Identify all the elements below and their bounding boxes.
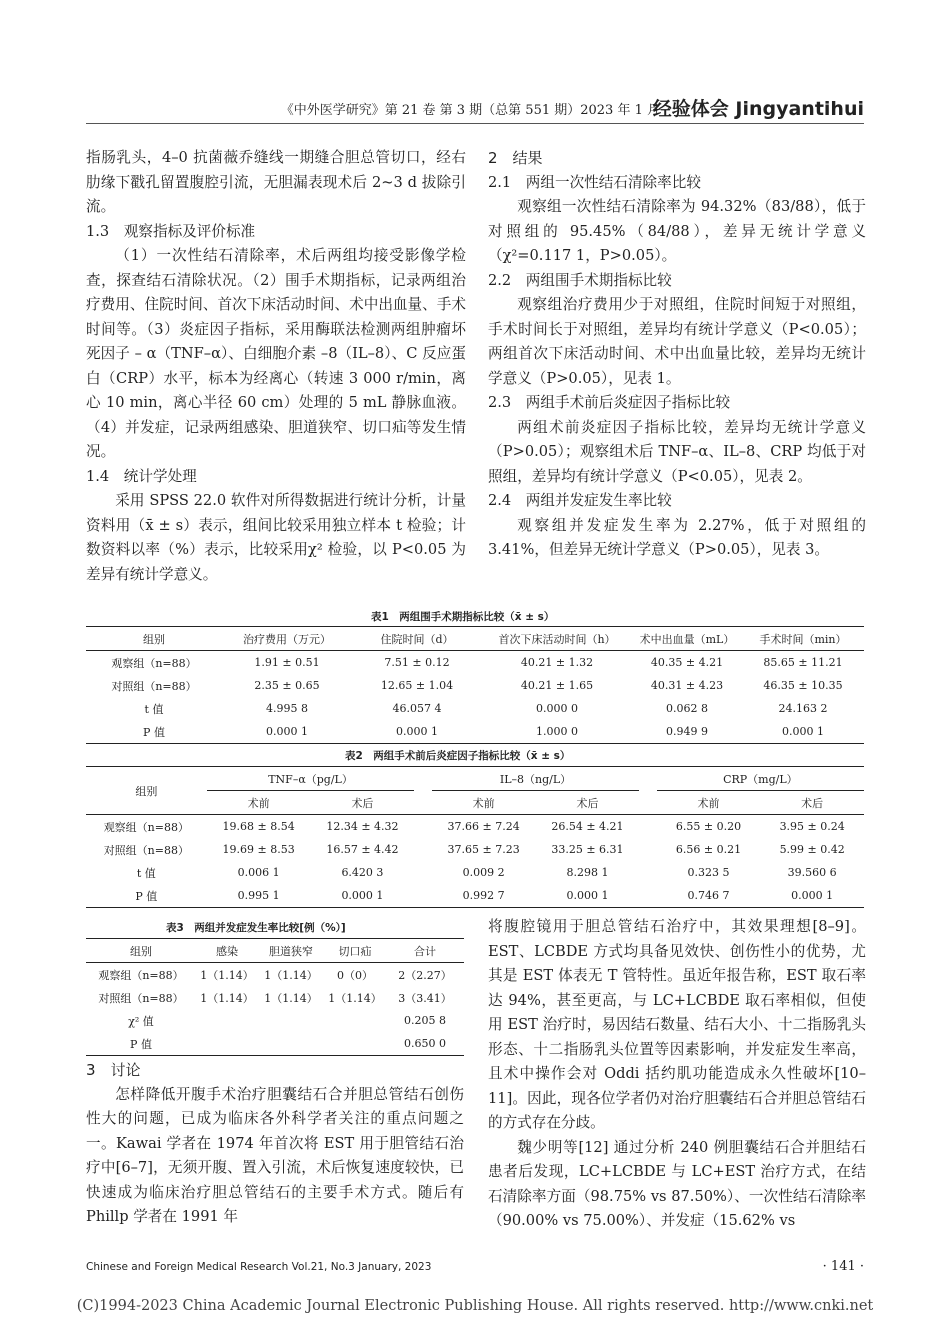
table-cell: 对照组（n=88） [103,843,189,857]
table-row [86,697,864,720]
table-cell: 1.000 0 [536,725,578,738]
header-rule [86,123,864,124]
table-header: 术前 [247,796,270,810]
table-header: 手术时间（min） [759,632,847,646]
table-cell: 5.99 ± 0.42 [779,843,845,856]
table-cell: 37.66 ± 7.24 [447,820,520,833]
table-cell: 37.65 ± 7.23 [447,843,520,856]
table-cell: 40.21 ± 1.65 [520,679,594,692]
table-row [86,815,864,839]
table3-title: 表3 两组并发症发生率比较[例（%）] [166,922,346,934]
table-cell: 24.163 2 [778,702,828,715]
table-cell: 0.746 7 [687,889,730,902]
table-row [86,963,464,987]
paragraph: （1）一次性结石清除率，术后两组均接受影像学检查，探查结石清除状况。（2）围手术期指标，记录两组治疗费用、住院时间、首次下床活动时间、术中出血量、手术时间等。（3）炎症因子指标，采用酶联法检测两组肿瘤坏死因子 – α（TNF–α）、白细胞介素 –8（IL–8）、C 反应蛋白（CRP）水平，标本为经离心（转速 3 000 r/min，离心 10 min，离心半径 60 cm）处理的 5 mL 静脉血液。（4）并发症，记录两组感染、胆道狭窄、切口疝等发生情况。 [86,247,466,460]
table-cell: 40.21 ± 1.32 [520,656,594,669]
table-header: 切口疝 [338,944,372,958]
table-cell: 3.95 ± 0.24 [779,820,845,833]
table-cell: 2（2.27） [398,968,452,982]
table-cell: 40.35 ± 4.21 [650,656,724,669]
table-cell: 85.65 ± 11.21 [763,656,843,669]
table1 [86,626,864,744]
paragraph: 将腹腔镜用于胆总管结石治疗中，其效果理想[8–9]。EST、LCBDE 方式均具备见效快、创伤性小的优势，尤其是 EST 体表无 T 管特性。虽近年报告称，EST 取石率达 94%，甚至更高，与 LC+LCBDE 取石率相似，但使用 EST 治疗时，易因结石数量、结石大小、十二指肠乳头形态、十二指肠乳头位置等因素影响，并发症发生率高，且术中操作会对 Oddi 括约肌功能造成永久性破坏[10–11]。因此，现各位学者仍对治疗胆囊结石合并胆总管结石的方式存在分歧。 [488,918,866,1131]
table-cell: 对照组（n=88） [98,991,184,1005]
table-header: 住院时间（d） [380,632,454,646]
paragraph: 采用 SPSS 22.0 软件对所得数据进行统计分析，计量资料用（x̄ ± s）表示，组间比较采用独立样本 t 检验；计数资料以率（%）表示，比较采用χ² 检验，以 P<0.05 为差异有统计学意义。 [86,492,466,583]
table2-title: 表2 两组手术前后炎症因子指标比较（x̄ ± s） [345,750,571,762]
table-header: 组别 [143,632,165,646]
table-header-row [86,767,864,791]
table-cell: 0.323 5 [687,866,730,879]
left-column [86,146,466,587]
paragraph: 怎样降低开腹手术治疗胆囊结石合并胆总管结石创伤性大的问题，已成为临床各外科学者关注的重点问题之一。Kawai 学者在 1974 年首次将 EST 用于胆管结石治疗中[6–7]，无须开腹、置入引流，术后恢复速度较快，已快速成为临床治疗胆总管结石的主要手术方式。随后有 Phillp 学者在 1991 年 [86,1085,464,1225]
table-cell: 0.000 1 [782,725,824,738]
table-header: 术后 [801,796,824,810]
table-cell: 观察组（n=88） [103,820,189,834]
table-cell: 40.31 ± 4.23 [650,679,724,692]
table-row [86,884,864,908]
section-heading: 3 讨论 [86,1061,141,1079]
table-cell: 0.992 7 [462,889,505,902]
discussion-right [488,915,866,1234]
table-header: 治疗费用（万元） [243,632,331,646]
table-cell: 1（1.14） [264,991,318,1005]
table1-title: 表1 两组围手术期指标比较（x̄ ± s） [371,611,555,623]
table-cell: 1（1.14） [264,968,318,982]
table-cell: 12.34 ± 4.32 [326,820,399,833]
table3 [86,938,464,1056]
table-cell: t 值 [144,702,164,716]
section-heading: 1.4 统计学处理 [86,467,197,485]
discussion-left [86,1058,464,1230]
paragraph: 两组术前炎症因子指标比较，差异均无统计学意义（P>0.05）；观察组术后 TNF–α、IL–8、CRP 均低于对照组，差异均有统计学意义（P<0.05），见表 2。 [488,418,866,485]
table-row [86,861,864,884]
section-heading: 2.1 两组一次性结石清除率比较 [488,173,701,191]
table-cell: 2.35 ± 0.65 [254,679,320,692]
right-column [488,146,866,563]
table-cell: 19.68 ± 8.54 [222,820,295,833]
table-header: CRP（mg/L） [657,767,864,791]
table-row [86,1009,464,1032]
section-heading: 2 结果 [488,149,543,167]
table-row [86,720,864,744]
paragraph: 魏少明等[12] 通过分析 240 例胆囊结石合并胆结石患者后发现，LC+LCBDE 与 LC+EST 治疗方式，在结石清除率方面（98.75% vs 87.50%）、一次性结石清除率（90.00% vs 75.00%）、并发症（15.62% vs [488,1138,866,1229]
table-cell: 46.35 ± 10.35 [763,679,843,692]
table-cell: 12.65 ± 1.04 [380,679,454,692]
table-header: 胆道狭窄 [269,944,313,958]
section-heading: 2.2 两组围手术期指标比较 [488,271,672,289]
table-cell: 观察组（n=88） [98,968,184,982]
table-cell: 33.25 ± 6.31 [551,843,624,856]
table-cell: 19.69 ± 8.53 [222,843,295,856]
table-cell: 0.000 1 [791,889,834,902]
table-cell: 6.56 ± 0.21 [675,843,742,856]
table-cell: P 值 [143,725,165,739]
table-cell: 观察组（n=88） [111,656,197,670]
section-heading: 1.3 观察指标及评价标准 [86,222,256,240]
table-row [86,986,464,1009]
table-header: 术中出血量（mL） [639,632,735,646]
table-cell: 1（1.14） [328,991,382,1005]
section-heading: 2.4 两组并发症发生率比较 [488,492,672,509]
table-header-row [86,939,464,963]
paragraph: 指肠乳头，4–0 抗菌薇乔缝线一期缝合胆总管切口，经右肋缘下戳孔留置腹腔引流，无胆漏表现术后 2~3 d 拔除引流。 [86,149,466,215]
table-cell: 0.009 2 [462,866,505,879]
table-cell: 1.91 ± 0.51 [254,656,320,669]
copyright-watermark: (C)1994-2023 China Academic Journal Electronic Publishing House. All rights reserved. http://www.cnki.net [76,1298,874,1314]
table-cell: P 值 [130,1037,152,1051]
table-cell: 3（3.41） [398,991,452,1005]
footer-citation: Chinese and Foreign Medical Research Vol.21, No.3 January, 2023 [86,1261,432,1273]
page-number: · 141 · [822,1259,864,1274]
table-header: 术后 [351,796,374,810]
table-cell: χ² 值 [128,1014,154,1028]
table-cell: 0.650 0 [404,1037,446,1050]
table-cell: 0.995 1 [237,889,280,902]
table-header: IL–8（ng/L） [432,767,640,791]
table-cell: 4.995 8 [266,702,308,715]
table-cell: 0（0） [337,968,373,982]
table-cell: P 值 [135,889,158,903]
journal-header: 《中外医学研究》第 21 卷 第 3 期（总第 551 期）2023 年 1 月 [280,103,660,118]
table-cell: 0.949 9 [666,725,708,738]
table-cell: 46.057 4 [392,702,442,715]
table-header: 感染 [216,944,238,958]
paragraph: 观察组治疗费用少于对照组，住院时间短于对照组，手术时间长于对照组，差异均有统计学意义（P<0.05）；两组首次下床活动时间、术中出血量比较，差异均无统计学意义（P>0.05），见表 1。 [488,296,866,387]
table-header: 合计 [414,944,436,958]
table-cell: 0.000 1 [566,889,609,902]
table-cell: 7.51 ± 0.12 [384,656,450,669]
table-header: 术前 [472,796,495,810]
table-cell: 0.000 1 [341,889,384,902]
table-cell: 0.000 0 [536,702,578,715]
table-cell: 对照组（n=88） [111,679,197,693]
table-cell: 0.006 1 [237,866,280,879]
table-header: TNF–α（pg/L） [207,767,415,791]
paragraph: 观察组一次性结石清除率为 94.32%（83/88），低于对照组的 95.45%（84/88），差异无统计学意义（χ²=0.117 1，P>0.05）。 [488,198,866,264]
table-row [86,1032,464,1056]
section-title: 经验体会 Jingyantihui [652,98,864,120]
table-cell: 0.000 1 [266,725,308,738]
table-header: 首次下床活动时间（h） [498,632,616,646]
table-row [86,838,864,861]
table-cell: 16.57 ± 4.42 [326,843,399,856]
table-cell: 39.560 6 [787,866,837,879]
table-cell: 26.54 ± 4.21 [551,820,624,833]
table-cell: t 值 [136,866,156,880]
table-cell: 6.420 3 [341,866,384,879]
table-cell: 1（1.14） [200,991,254,1005]
table-header: 组别 [86,767,207,815]
table-header: 术前 [697,796,720,810]
table-header: 组别 [130,944,152,958]
table-cell: 0.000 1 [396,725,438,738]
table2 [86,766,864,908]
section-heading: 2.3 两组手术前后炎症因子指标比较 [488,394,731,411]
table-cell: 8.298 1 [566,866,609,879]
paragraph: 观察组并发症发生率为 2.27%，低于对照组的 3.41%，但差异无统计学意义（P>0.05），见表 3。 [488,516,866,558]
table-row [86,651,864,675]
table-row [86,674,864,697]
table-header: 术后 [576,796,599,810]
table-cell: 0.205 8 [404,1014,446,1027]
table-header-row [86,627,864,651]
table-cell: 6.55 ± 0.20 [675,820,742,833]
table-cell: 0.062 8 [666,702,708,715]
table-cell: 1（1.14） [200,968,254,982]
